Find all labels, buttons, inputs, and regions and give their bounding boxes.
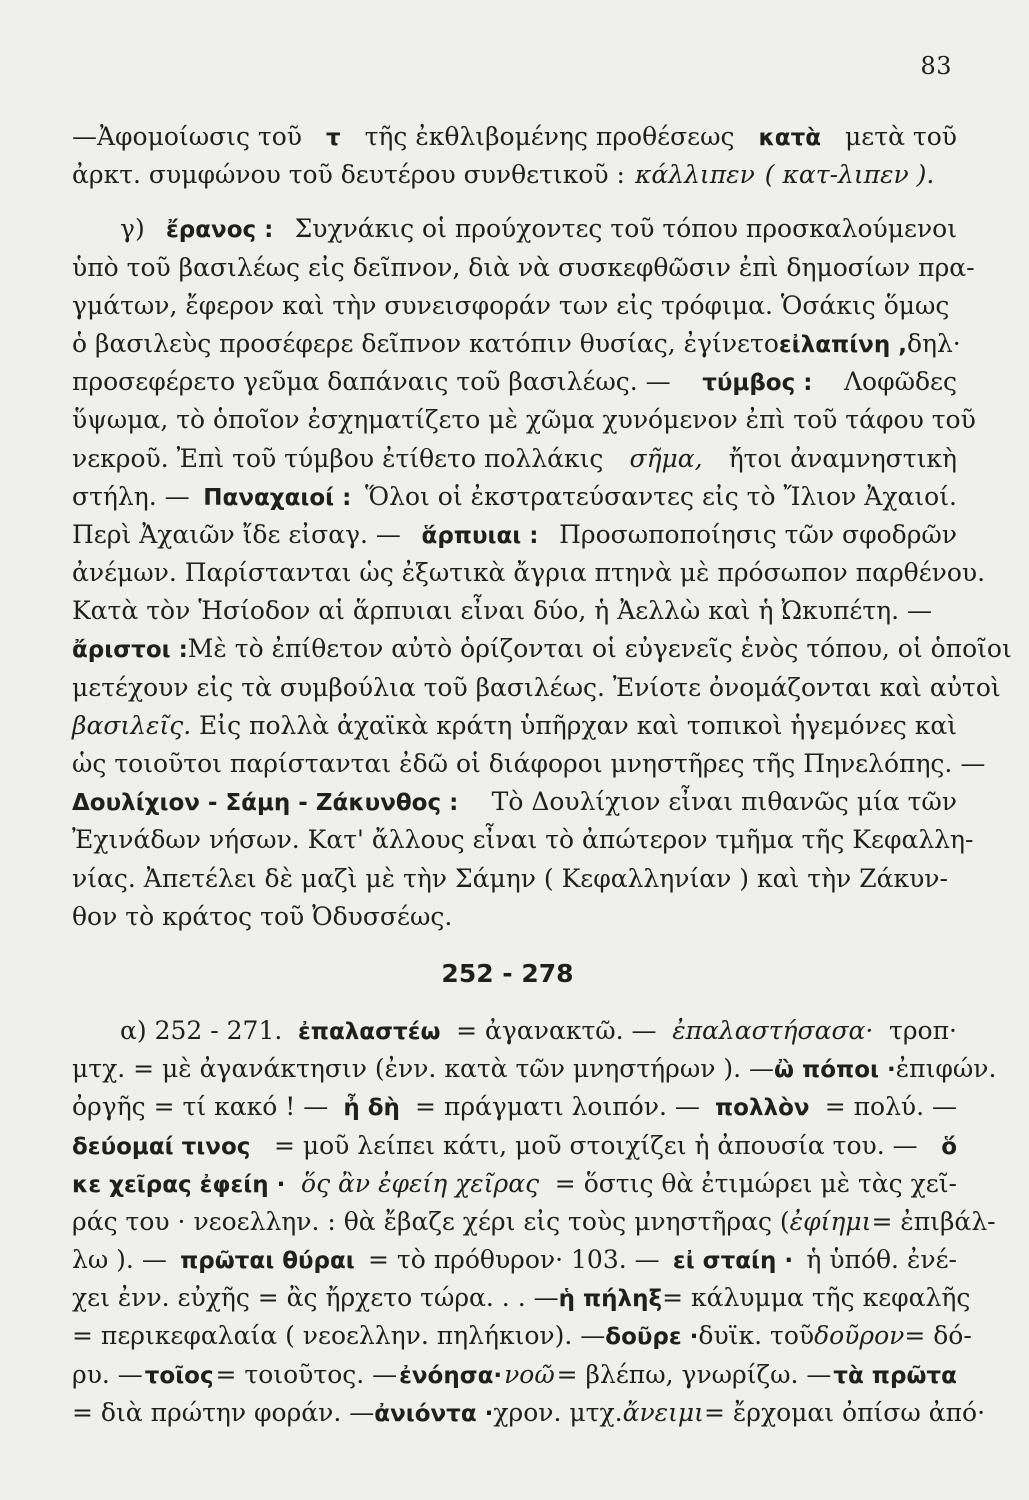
text-segment: = ἔρχομαι ὀπίσω ἀπό· xyxy=(703,1397,986,1427)
italic-example: ὅς ἂν ἐφείη χεῖρας xyxy=(301,1168,540,1198)
text-segment: = διὰ πρώτην φοράν. — xyxy=(72,1397,375,1427)
text-line xyxy=(72,1165,957,1203)
text-segment: γμάτων, ἔφερον καὶ τὴν συνεισφοράν των εἰς τρόφιμα. Ὁσάκις ὅμως xyxy=(72,290,950,320)
italic-example: ( κατ-λιπεν ). xyxy=(764,160,935,190)
term-islands: Δουλίχιον - Σάμη - Ζάκυνθος : xyxy=(72,790,459,817)
text-line xyxy=(72,592,957,630)
text-segment: δυϊκ. τοῦ xyxy=(698,1321,815,1351)
text-segment: = κάλυμμα τῆς κεφαλῆς xyxy=(662,1283,971,1313)
term-harpyiai: ἅρπυιαι : xyxy=(421,522,539,549)
term-aristoi: ἄριστοι : xyxy=(72,637,188,664)
text-line xyxy=(72,1050,997,1088)
text-line xyxy=(72,1317,972,1355)
text-segment: Εἰς πολλὰ ἀχαϊκὰ κράτη ὑπῆρχαν καὶ τοπικοὶ ἡγεμόνες καὶ xyxy=(199,710,957,740)
italic-word: βασιλεῖς. xyxy=(72,710,192,740)
text-segment: —Ἀφομοίωσις τοῦ xyxy=(72,122,302,151)
text-segment: λω ). — xyxy=(72,1245,167,1275)
text-segment: = δό- xyxy=(904,1321,972,1351)
text-segment: μτχ. = μὲ ἀγανάκτησιν (ἐνν. κατὰ τῶν μνηστήρων ). — xyxy=(72,1054,775,1084)
text-segment: θον τὸ κράτος τοῦ Ὀδυσσέως. xyxy=(72,901,453,931)
text-segment: Μὲ τὸ ἐπίθετον αὐτὸ ὁρίζονται οἱ εὐγενεῖς ἑνὸς τόπου, οἱ ὁποῖοι xyxy=(187,634,1012,664)
term-ta-prota: τὰ πρῶτα xyxy=(833,1362,957,1389)
text-line xyxy=(72,118,957,156)
text-segment: = βλέπω, γνωρίζω. — xyxy=(556,1359,832,1389)
text-line xyxy=(72,516,957,554)
item-marker: γ) xyxy=(120,214,145,244)
text-line xyxy=(72,898,957,936)
text-segment: μετὰ τοῦ xyxy=(845,122,957,151)
text-segment: = ἐπιβάλ- xyxy=(871,1206,996,1236)
text-segment: Κατὰ τὸν Ἡσίοδον αἱ ἅρπυιαι εἶναι δύο, ἡ Ἀελλὼ καὶ ἡ Ὠκυπέτη. — xyxy=(72,596,933,626)
text-line xyxy=(72,401,976,439)
text-segment: = ὅστις θὰ ἐτιμώρει μὲ τὰς χεῖ- xyxy=(554,1168,957,1198)
term-protai-thyrai: πρῶται θύραι xyxy=(180,1248,355,1275)
text-line xyxy=(72,249,975,287)
text-line xyxy=(72,478,957,516)
text-segment: τροπ· xyxy=(889,1015,957,1045)
term-o-popoi: ὢ πόποι · xyxy=(774,1057,896,1084)
text-line xyxy=(72,707,957,745)
text-segment: ὀργῆς = τί κακό ! — xyxy=(72,1092,329,1122)
text-segment: = ἀγανακτῶ. — xyxy=(456,1015,657,1045)
text-segment: μετέχουν εἰς τὰ συμβούλια τοῦ βασιλέως. Ἐνίοτε ὀνομάζονται καὶ αὐτοὶ xyxy=(72,672,1001,702)
text-segment: = τὸ πρόθυρον· 103. — xyxy=(368,1245,660,1275)
page-number: 83 xyxy=(920,52,952,80)
text-segment: τῆς ἐκθλιβομένης προθέσεως xyxy=(364,122,735,151)
term-pilix: ἡ πήληξ xyxy=(558,1286,663,1313)
term-tymvos: τύμβος : xyxy=(702,370,813,397)
italic-word: ἐπαλαστήσασα· xyxy=(672,1015,874,1045)
text-segment: Ἐχινάδων νήσων. Κατ' ἄλλους εἶναι τὸ ἀπώτερον τμῆμα τῆς Κεφαλλη- xyxy=(72,825,974,855)
text-segment: = μοῦ λείπει κάτι, μοῦ στοιχίζει ἡ ἀπουσία του. — xyxy=(273,1130,918,1160)
text-segment: χει ἐνν. εὐχῆς = ἂς ἤρχετο τώρα. . . — xyxy=(72,1283,559,1313)
term-eranos: ἔρανος : xyxy=(165,217,274,244)
italic-word: ἄνειμι xyxy=(622,1397,704,1427)
text-line xyxy=(72,1088,957,1126)
text-line xyxy=(72,325,961,363)
text-line xyxy=(72,156,957,194)
text-segment: Προσωποποίησις τῶν σφοδρῶν xyxy=(559,519,957,549)
text-column xyxy=(72,118,1012,1432)
term-doure: δοῦρε · xyxy=(605,1324,699,1351)
text-line xyxy=(72,1241,957,1279)
text-segment: Τὸ Δουλίχιον εἶναι πιθανῶς μία τῶν xyxy=(491,787,957,817)
italic-word: ἐφίημι xyxy=(789,1206,872,1236)
verse-range: α) 252 - 271. xyxy=(120,1015,283,1045)
text-line xyxy=(72,1279,971,1317)
text-line xyxy=(72,210,957,248)
text-line xyxy=(72,440,957,478)
text-line xyxy=(72,1127,957,1165)
term-panachaioi: Παναχαιοί : xyxy=(203,484,352,511)
term-ei-staii: εἰ σταίη · xyxy=(672,1248,794,1275)
text-segment: ὑπὸ τοῦ βασιλέως εἰς δεῖπνον, διὰ νὰ συσκεφθῶσιν ἐπὶ δημοσίων πρα- xyxy=(72,252,975,282)
text-line xyxy=(72,1203,996,1241)
text-segment: Συχνάκις οἱ προύχοντες τοῦ τόπου προσκαλούμενοι xyxy=(294,214,957,244)
text-segment: Ὅλοι οἱ ἐκστρατεύσαντες εἰς τὸ Ἴλιον Ἀχαιοί. xyxy=(365,481,957,511)
text-line xyxy=(72,1012,957,1050)
text-segment: δηλ· xyxy=(906,328,961,358)
italic-example: κάλλιπεν xyxy=(634,160,755,190)
italic-word: νοῶ xyxy=(504,1359,555,1389)
text-segment: ἤτοι ἀναμνηστικὴ xyxy=(728,443,957,473)
text-segment: = τοιοῦτος. — xyxy=(215,1359,398,1389)
text-line xyxy=(72,1356,957,1394)
text-line xyxy=(72,821,974,859)
text-line xyxy=(72,363,957,401)
text-line xyxy=(72,669,1001,707)
paragraph-gap xyxy=(72,194,957,210)
text-segment: χρον. μτχ. xyxy=(493,1397,623,1427)
text-segment: ράς του · νεοελλην. : θὰ ἔβαζε χέρι εἰς τοὺς μνηστῆρας ( xyxy=(72,1206,790,1236)
text-line xyxy=(72,554,986,592)
term-pollon: πολλὸν xyxy=(714,1095,810,1122)
term-i-di: ἦ δὴ xyxy=(343,1095,400,1122)
text-segment: νίας. Ἀπετέλει δὲ μαζὶ μὲ τὴν Σάμην ( Κεφαλληνίαν ) καὶ τὴν Ζάκυν- xyxy=(72,863,948,893)
term-eilapini: εἰλαπίνη , xyxy=(778,331,907,358)
text-segment: = πολύ. — xyxy=(824,1092,957,1122)
text-segment: ὡς τοιοῦτοι παρίστανται ἐδῶ οἱ διάφοροι μνηστῆρες τῆς Πηνελόπης. — xyxy=(72,749,986,778)
italic-word: σῆμα, xyxy=(629,443,703,473)
section-gap xyxy=(72,998,957,1012)
text-segment: προσεφέρετο γεῦμα δαπάναις τοῦ βασιλέως. — xyxy=(72,367,671,397)
term-tau: τ xyxy=(325,125,341,151)
text-line xyxy=(72,1394,986,1432)
term-ho: ὅ xyxy=(941,1133,957,1160)
text-line xyxy=(72,287,957,325)
text-segment: = περικεφαλαία ( νεοελλην. πηλήκιον). — xyxy=(72,1321,606,1351)
text-segment: ὕψωμα, τὸ ὁποῖον ἐσχηματίζετο μὲ χῶμα χυνόμενον ἐπὶ τοῦ τάφου τοῦ xyxy=(72,405,976,435)
term-epalasteo: ἐπαλαστέω xyxy=(297,1018,441,1045)
text-segment: ρυ. — xyxy=(72,1359,143,1389)
section-gap xyxy=(72,936,957,950)
term-enoisa: ἐνόησα· xyxy=(399,1362,503,1389)
text-segment: στήλη. — xyxy=(72,481,190,511)
text-segment: ἐπιφών. xyxy=(895,1054,997,1084)
term-deyomai: δεύομαί τινος xyxy=(72,1133,251,1160)
text-segment: νεκροῦ. Ἐπὶ τοῦ τύμβου ἐτίθετο πολλάκις xyxy=(72,443,604,473)
text-segment: = πράγματι λοιπόν. — xyxy=(415,1092,700,1122)
term-anionta: ἀνιόντα · xyxy=(374,1400,494,1427)
text-segment: ἀνέμων. Παρίστανται ὡς ἐξωτικὰ ἄγρια πτηνὰ μὲ πρόσωπον παρθένου. xyxy=(72,558,986,588)
text-line xyxy=(72,630,1012,668)
text-segment: ἀρκτ. συμφώνου τοῦ δευτέρου συνθετικοῦ : xyxy=(72,160,625,190)
text-segment: Λοφῶδες xyxy=(843,367,957,397)
text-line xyxy=(72,783,957,821)
text-segment: ἡ ὑπόθ. ἐνέ- xyxy=(806,1245,957,1275)
text-segment: Περὶ Ἀχαιῶν ἴδε εἰσαγ. — xyxy=(72,519,401,549)
italic-word: δοῦρον xyxy=(814,1321,905,1351)
text-line xyxy=(72,860,957,898)
term-kata: κατὰ xyxy=(758,125,822,151)
term-ke-cheiras: κε χεῖρας ἐφείη · xyxy=(72,1171,286,1198)
section-heading: 252 - 278 xyxy=(441,958,574,988)
term-toios: τοῖος xyxy=(144,1362,214,1389)
text-line xyxy=(72,745,986,783)
text-segment: ὁ βασιλεὺς προσέφερε δεῖπνον κατόπιν θυσίας, ἐγίνετο xyxy=(72,328,779,358)
